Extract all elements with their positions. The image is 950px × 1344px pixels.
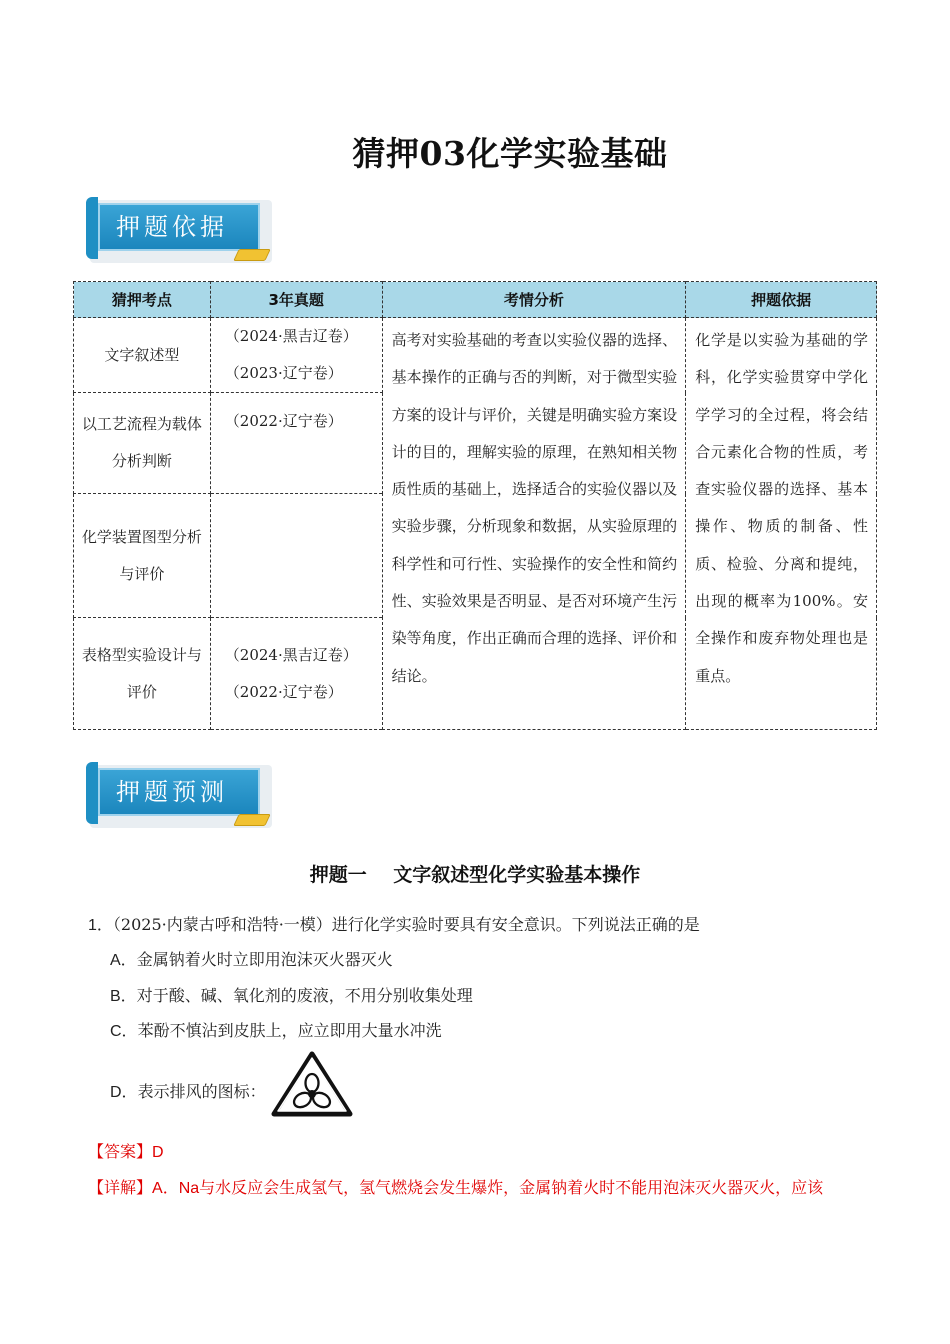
exam-cell (210, 494, 382, 618)
exam-item: （2024·黑吉辽卷） (224, 327, 358, 345)
exam-item: （2023·辽宁卷） (224, 364, 343, 382)
detail-label: 【详解】 (88, 1178, 153, 1197)
banner-basis (86, 197, 272, 263)
banner-prediction (86, 762, 272, 828)
answer-line (88, 1139, 164, 1162)
book-icon (233, 814, 271, 826)
ventilation-fan-icon (270, 1050, 354, 1118)
option-d: D．表示排风的图标： (110, 1082, 266, 1101)
exam-item: （2022·辽宁卷） (224, 412, 343, 430)
option-b: B．对于酸、碱、氧化剂的废液，不用分别收集处理 (110, 986, 473, 1005)
detail-line: 【详解】A．Na与水反应会生成氢气，氢气燃烧会发生爆炸，金属钠着火时不能用泡沫灭火器灭火，应该 (88, 1178, 824, 1197)
topic-cell: 以工艺流程为载体分析判断 (74, 393, 211, 494)
exam-item: （2022·辽宁卷） (224, 682, 343, 701)
basis-table (73, 281, 877, 730)
book-icon (233, 249, 271, 261)
option-c: C．苯酚不慎沾到皮肤上，应立即用大量水冲洗 (110, 1021, 442, 1040)
detail-text: 与水反应会生成氢气，氢气燃烧会发生爆炸，金属钠着火时不能用泡沫灭火器灭火，应该 (199, 1178, 824, 1197)
table-row (74, 318, 877, 393)
exam-cell (210, 318, 382, 393)
page-title: 猜押03化学实验基础 (352, 134, 668, 173)
header-exams: 3年真题 (210, 282, 382, 318)
exam-cell (210, 393, 382, 494)
question-number: 1． (88, 917, 113, 934)
question-stem (88, 912, 700, 935)
topic-cell: 文字叙述型 (74, 318, 211, 393)
detail-formula: Na (178, 1180, 200, 1197)
analysis-cell: 高考对实验基础的考查以实验仪器的选择、基本操作的正确与否的判断，对于微型实验方案的设计与评价，关键是明确实验方案设计的目的，理解实验的原理，在熟知相关物质性质的基础上，选择适合的实验仪器以及实验步骤，分析现象和数据，从实验原理的科学性和可行性、实验操作的安全性和简约性、实验效果是否明显、是否对环境产生污染等角度，作出正确而合理的选择、评价和结论。 (382, 318, 686, 730)
banner-basis-label: 押题依据 (98, 203, 260, 251)
exam-cell (210, 618, 382, 730)
exam-item: （2024·黑吉辽卷） (224, 645, 358, 664)
answer-value: D (152, 1144, 164, 1161)
table-header-row (74, 282, 877, 318)
answer-label: 【答案】 (88, 1142, 153, 1161)
option-a: A．金属钠着火时立即用泡沫灭火器灭火 (110, 950, 393, 969)
topic-cell: 化学装置图型分析与评价 (74, 494, 211, 618)
section-title: 押题一 文字叙述型化学实验基本操作 (309, 864, 641, 886)
header-analysis: 考情分析 (382, 282, 686, 318)
banner-prediction-label: 押题预测 (98, 768, 260, 816)
basis-cell: 化学是以实验为基础的学科，化学实验贯穿中学化学学习的全过程，将会结合元素化合物的性质，考查实验仪器的选择、基本操作、物质的制备、性质、检验、分离和提纯，出现的概率为100%。安全操作和废弃物处理也是重点。 (686, 318, 877, 730)
header-basis: 押题依据 (686, 282, 877, 318)
question-text: （2025·内蒙古呼和浩特·一模）进行化学实验时要具有安全意识。下列说法正确的是 (112, 915, 700, 934)
topic-cell: 表格型实验设计与评价 (74, 618, 211, 730)
header-topic: 猜押考点 (74, 282, 211, 318)
